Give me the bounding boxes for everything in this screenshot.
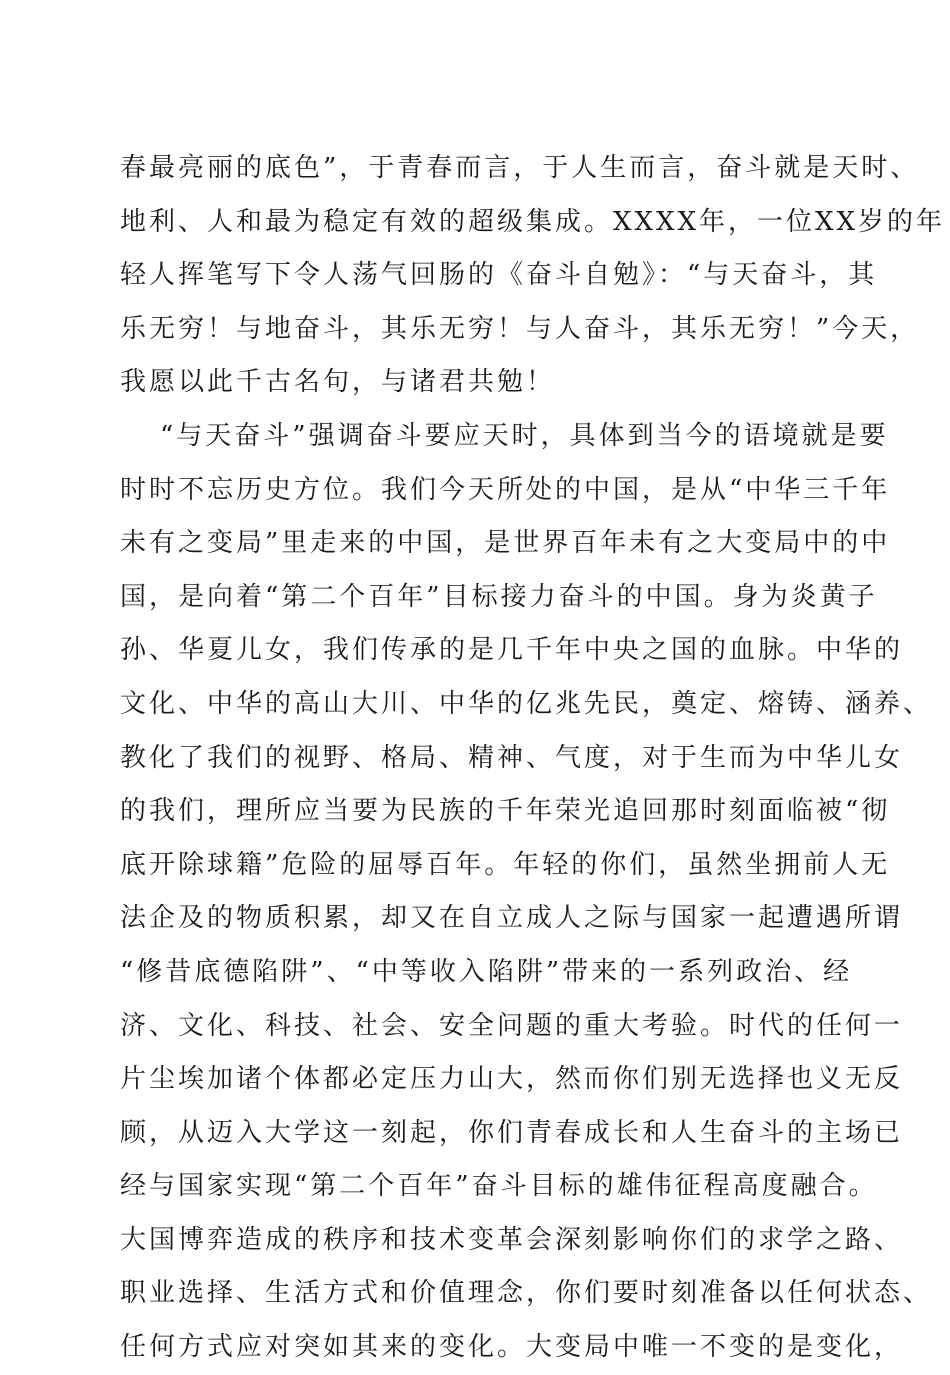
text-line: 底开除球籍”危险的屈辱百年。年轻的你们，虽然坐拥前人无 [120, 849, 891, 880]
text-line: 春最亮丽的底色”，于青春而言，于人生而言，奋斗就是天时、 [120, 153, 920, 183]
text-line: 片尘埃加诸个体都必定压力山大，然而你们别无选择也义无反 [120, 1064, 904, 1095]
text-line: 轻人挥笔写下令人荡气回肠的《奋斗自勉》：“与天奋斗，其 [120, 260, 878, 291]
text-line: 地利、人和最为稳定有效的超级集成。XXXX年，一位XX岁的年 [120, 206, 946, 237]
text-line: 教化了我们的视野、格局、精神、气度，对于生而为中华儿女 [120, 742, 904, 773]
text-line: “修昔底德陷阱”、“中等收入陷阱”带来的一系列政治、经 [120, 956, 853, 987]
text-line: 经与国家实现“第二个百年”奋斗目标的雄伟征程高度融合。 [120, 1171, 878, 1202]
text-line: 大国博弈造成的秩序和技术变革会深刻影响你们的求学之路、 [120, 1224, 904, 1255]
text-line: 法企及的物质积累，却又在自立成人之际与国家一起遭遇所谓 [120, 903, 904, 934]
text-line: 任何方式应对突如其来的变化。大变局中唯一不变的是变化， [120, 1332, 904, 1363]
text-line: 国，是向着“第二个百年”目标接力奋斗的中国。身为炎黄子 [120, 581, 878, 612]
text-line: 顾，从迈入大学这一刻起，你们青春成长和人生奋斗的主场已 [120, 1117, 904, 1148]
text-line: 我愿以此千古名句，与诸君共勉！ [120, 367, 556, 398]
text-line: 未有之变局”里走来的中国，是世界百年未有之大变局中的中 [120, 528, 891, 559]
text-line: 乐无穷！与地奋斗，其乐无穷！与人奋斗，其乐无穷！”今天， [120, 313, 920, 344]
text-line: 文化、中华的高山大川、中华的亿兆先民，奠定、熔铸、涵养、 [120, 688, 933, 719]
text-line: 时时不忘历史方位。我们今天所处的中国，是从“中华三千年 [120, 474, 891, 505]
text-line: 职业选择、生活方式和价值理念，你们要时刻准备以任何状态、 [120, 1278, 933, 1309]
text-line: 孙、华夏儿女，我们传承的是几千年中央之国的血脉。中华的 [120, 635, 904, 666]
text-line: “与天奋斗”强调奋斗要应天时，具体到当今的语境就是要 [160, 420, 889, 451]
text-line: 的我们，理所应当要为民族的千年荣光追回那时刻面临被“彻 [120, 796, 891, 827]
text-line: 济、文化、科技、社会、安全问题的重大考验。时代的任何一 [120, 1010, 904, 1041]
body-text [120, 142, 946, 1375]
